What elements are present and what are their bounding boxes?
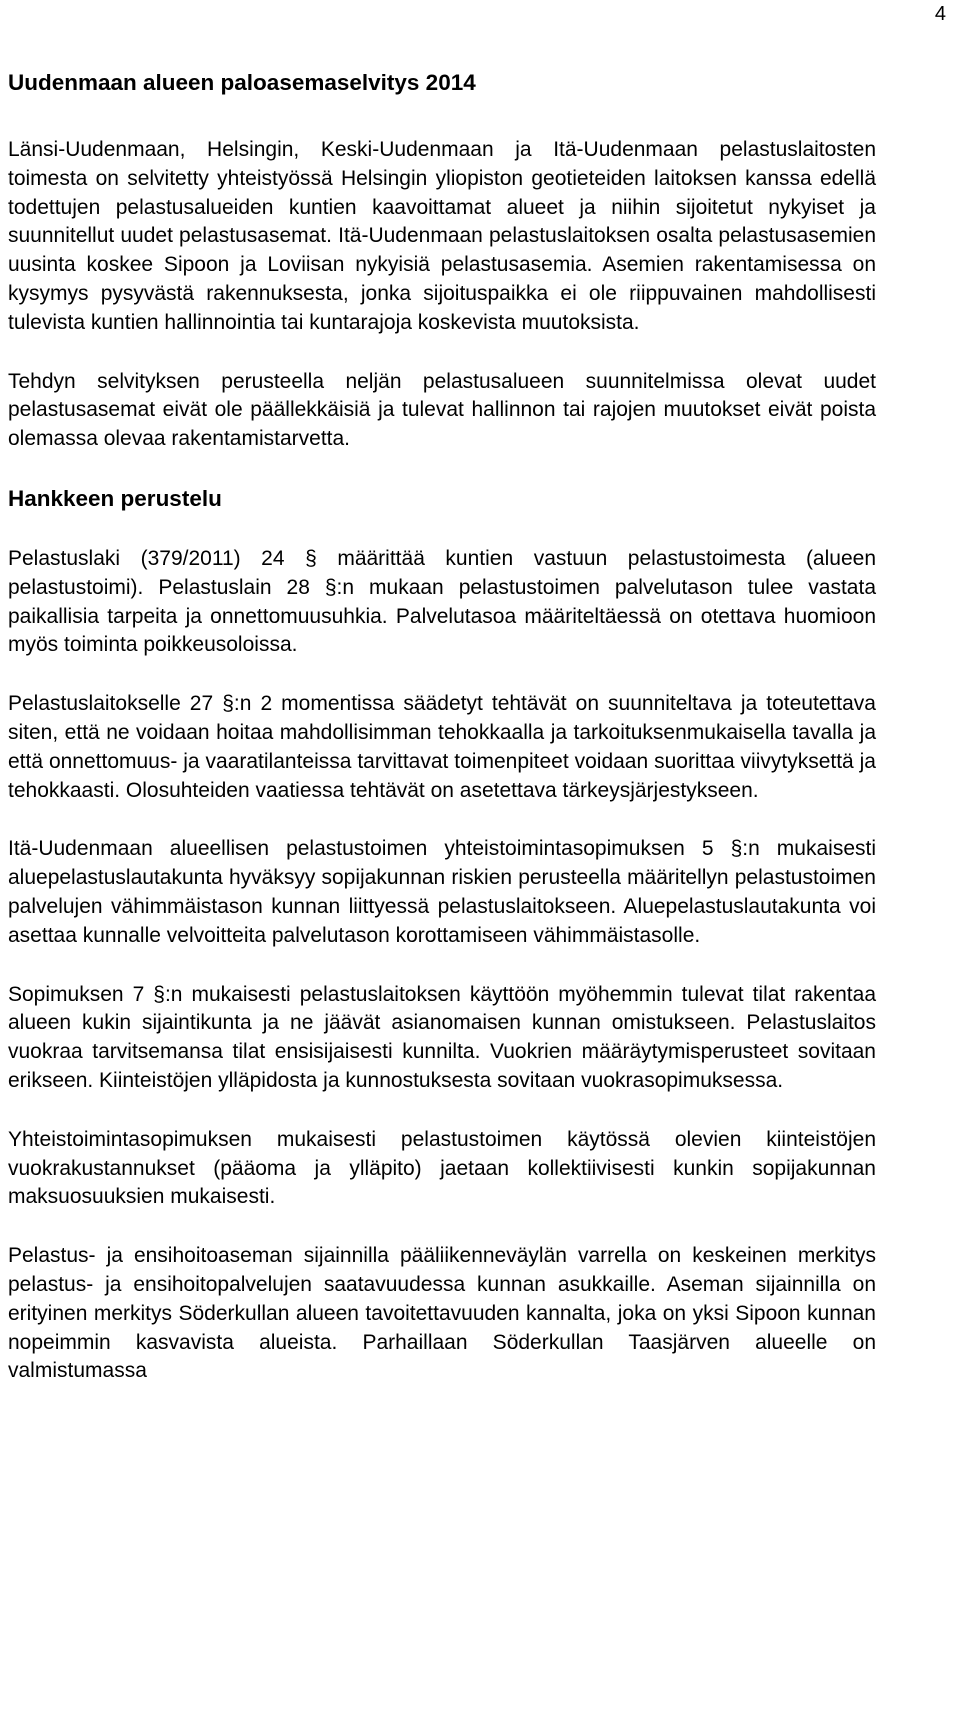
- paragraph-section-4: Sopimuksen 7 §:n mukaisesti pelastuslaitoksen käyttöön myöhemmin tulevat tilat rakentaa alueen kukin sijaintikunta ja ne jäävät asianomaisen kunnan omistukseen. Pelastuslaitos vuokraa tarvitsemansa tilat ensisijaisesti kunnilta. Vuokrien määräytymisperusteet sovitaan erikseen. Kiinteistöjen ylläpidosta ja kunnostuksesta sovitaan vuokrasopimuksessa.: [8, 982, 876, 1092]
- paragraph-section-6: Pelastus- ja ensihoitoaseman sijainnilla pääliikenneväylän varrella on keskeinen merkitys pelastus- ja ensihoitopalvelujen saatavuudessa kunnan asukkaille. Aseman sijainnilla on erityinen merkitys Söderkullan alueen tavoitettavuuden kannalta, joka on yksi Sipoon kunnan nopeimmin kasvavista alueista. Parhaillaan Söderkullan Taasjärven alueelle on valmistumassa: [8, 1244, 876, 1383]
- paragraph-intro-1: Länsi-Uudenmaan, Helsingin, Keski-Uudenmaan ja Itä-Uudenmaan pelastuslaitosten toimesta on selvitetty yhteistyössä Helsingin yliopiston geotieteiden laitoksen kanssa edellä todettujen pelastusalueiden kuntien kaavoittamat alueet ja niihin sijoitetut nykyiset ja suunnitellut uudet pelastusasemat. Itä-Uudenmaan pelastuslaitoksen osalta pelastusasemien uusinta koskee Sipoon ja Loviisan nykyisiä pelastusasemia. Asemien rakentamisessa on kysymys pysyvästä rakennuksesta, jonka sijoituspaikka ei ole riippuvainen mahdollisesti tulevista kuntien hallinnointia tai kuntarajoja koskevista muutoksista.: [8, 138, 876, 334]
- section-heading: Hankkeen perustelu: [8, 485, 222, 511]
- paragraph-section-1: Pelastuslaki (379/2011) 24 § määrittää kuntien vastuun pelastustoimesta (alueen pelastustoimi). Pelastuslain 28 §:n mukaan pelastustoimen palvelutason tulee vastata paikallisia tarpeita ja onnettomuusuhkia. Palvelutasoa määriteltäessä on otettava huomioon myös toiminta poikkeusoloissa.: [8, 546, 876, 657]
- document-body: [8, 68, 876, 1386]
- paragraph-section-5: Yhteistoimintasopimuksen mukaisesti pelastustoimen käytössä olevien kiinteistöjen vuokrakustannukset (pääoma ja ylläpito) jaetaan kollektiivisesti kunkin sopijakunnan maksuosuuksien mukaisesti.: [8, 1127, 876, 1209]
- paragraph-intro-2: Tehdyn selvityksen perusteella neljän pelastusalueen suunnitelmissa olevat uudet pelastusasemat eivät ole päällekkäisiä ja tulevat hallinnon tai rajojen muutokset eivät poista olemassa olevaa rakentamistarvetta.: [8, 369, 876, 451]
- paragraph-section-3: Itä-Uudenmaan alueellisen pelastustoimen yhteistoimintasopimuksen 5 §:n mukaisesti aluepelastuslautakunta hyväksyy sopijakunnan riskien perusteella määritellyn pelastustoimen palvelujen vähimmäistason kunnan liittyessä pelastuslaitokseen. Aluepelastuslautakunta voi asettaa kunnalle velvoitteita palvelutason korottamiseen vähimmäistasolle.: [8, 837, 876, 947]
- document-title: Uudenmaan alueen paloasemaselvitys 2014: [8, 70, 476, 95]
- page-number: 4: [934, 3, 946, 25]
- paragraph-section-2: Pelastuslaitokselle 27 §:n 2 momentissa säädetyt tehtävät on suunniteltava ja toteutettava siten, että ne voidaan hoitaa mahdollisimman tehokkaalla ja tarkoituksenmukaisella tavalla ja että onnettomuus- ja vaaratilanteissa tarvittavat toimenpiteet voidaan suorittaa viivytyksettä ja tehokkaasti. Olosuhteiden vaatiessa tehtävät on asetettava tärkeysjärjestykseen.: [8, 692, 876, 802]
